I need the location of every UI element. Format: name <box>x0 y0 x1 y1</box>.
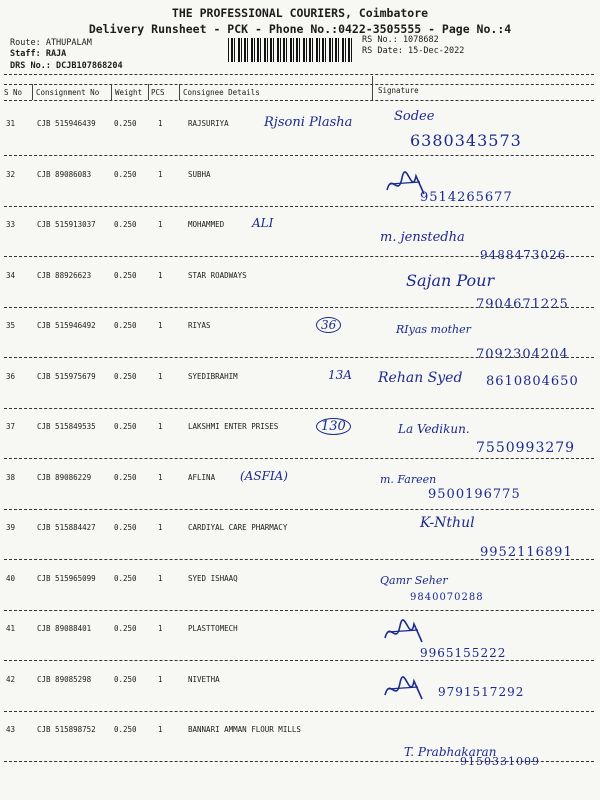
handwritten-note: 13A <box>328 367 352 382</box>
col-divider <box>32 84 33 100</box>
row-consignee: MOHAMMED <box>188 220 225 229</box>
row-rule <box>4 559 594 560</box>
row-consignee: STAR ROADWAYS <box>188 270 247 280</box>
row-sno: 41 <box>6 624 16 633</box>
row-weight: 0.250 <box>114 371 137 381</box>
row-weight: 0.250 <box>114 270 137 280</box>
table-row <box>0 368 600 420</box>
row-sno: 39 <box>6 523 16 532</box>
row-pcs: 1 <box>158 674 163 684</box>
signature-phone: 7092304204 <box>476 347 569 362</box>
row-pcs: 1 <box>158 472 163 482</box>
row-consignee: LAKSHMI ENTER PRISES <box>188 422 279 431</box>
header-rule <box>4 100 594 101</box>
signature-phone: 9791517292 <box>438 684 525 699</box>
row-consignment-no: CJB 88926623 <box>37 270 92 280</box>
row-pcs: 1 <box>158 371 163 381</box>
rs-date: RS Date: 15-Dec-2022 <box>362 46 465 56</box>
signature-phone: 7904671225 <box>476 296 569 312</box>
barcode <box>228 38 352 62</box>
row-consignment-no: CJB 89088401 <box>37 624 92 633</box>
signature-name: Qamr Seher <box>380 573 448 587</box>
row-rule <box>4 357 594 358</box>
handwritten-note: 36 <box>316 317 341 333</box>
col-divider <box>179 84 180 100</box>
col-divider <box>148 84 149 100</box>
table-row <box>0 620 600 672</box>
row-consignment-no: CJB 89086083 <box>37 169 92 179</box>
row-sno: 31 <box>6 119 16 128</box>
row-consignment-no: CJB 515849535 <box>37 422 96 431</box>
company-title: THE PROFESSIONAL COURIERS, Coimbatore <box>171 6 429 20</box>
row-weight: 0.250 <box>114 624 137 633</box>
signature-phone: 9952116891 <box>480 545 573 560</box>
row-sno: 43 <box>6 725 16 734</box>
row-pcs: 1 <box>158 321 163 330</box>
signature-name: K-Nthul <box>420 515 475 531</box>
signature-name: La Vedikun. <box>398 422 470 436</box>
row-rule <box>4 711 594 712</box>
row-consignment-no: CJB 515965099 <box>37 573 96 583</box>
row-consignee: SYEDIBRAHIM <box>188 371 238 381</box>
row-pcs: 1 <box>158 220 163 229</box>
row-sno: 35 <box>6 321 16 330</box>
row-consignment-no: CJB 515913037 <box>37 220 96 229</box>
row-consignee: AFLINA <box>188 472 216 482</box>
runsheet-subtitle: Delivery Runsheet - PCK - Phone No.:0422-3505555 - Page No.:4 <box>88 22 512 36</box>
header-rule <box>4 74 594 75</box>
signature-name: m. jenstedha <box>380 230 465 245</box>
table-row <box>0 317 600 369</box>
handwritten-note: ALI <box>252 216 274 230</box>
row-consignee: RAJSURIYA <box>188 119 229 128</box>
row-consignment-no: CJB 89085298 <box>37 674 92 684</box>
row-pcs: 1 <box>158 725 163 734</box>
signature-name: Sodee <box>394 109 435 124</box>
row-sno: 36 <box>6 371 16 381</box>
row-rule <box>4 206 594 207</box>
route-label: Route: ATHUPALAM <box>10 38 92 48</box>
signature-phone: 9488473026 <box>480 248 567 262</box>
signature-name: m. Fareen <box>380 472 437 486</box>
handwritten-note: (ASFIA) <box>240 468 288 483</box>
row-consignment-no: CJB 515946439 <box>37 119 96 128</box>
row-weight: 0.250 <box>114 523 137 532</box>
rs-number: RS No.: 1078682 <box>362 35 439 45</box>
row-consignee: SUBHA <box>188 169 211 179</box>
row-weight: 0.250 <box>114 169 137 179</box>
col-divider <box>372 76 373 100</box>
row-pcs: 1 <box>158 573 163 583</box>
row-weight: 0.250 <box>114 573 137 583</box>
signature-scribble <box>382 616 426 650</box>
table-row <box>0 267 600 319</box>
header-rule <box>4 84 594 85</box>
table-row <box>0 671 600 723</box>
signature-scribble <box>382 673 426 707</box>
signature-phone: 9514265677 <box>420 189 513 205</box>
row-sno: 34 <box>6 270 16 280</box>
row-pcs: 1 <box>158 270 163 280</box>
signature-name: RIyas mother <box>396 323 471 336</box>
col-header-sno: S No <box>4 88 23 97</box>
row-rule <box>4 610 594 611</box>
col-header-consignment: Consignment No <box>36 88 100 97</box>
table-row <box>0 166 600 218</box>
row-rule <box>4 408 594 409</box>
row-weight: 0.250 <box>114 422 137 431</box>
signature-phone: 8610804650 <box>486 373 579 389</box>
row-consignment-no: CJB 515898752 <box>37 725 96 734</box>
row-consignee: BANNARI AMMAN FLOUR MILLS <box>188 725 301 734</box>
table-row <box>0 109 600 167</box>
row-sno: 33 <box>6 220 16 229</box>
signature-phone: 7550993279 <box>476 440 576 456</box>
col-header-pcs: PCS <box>151 88 165 97</box>
row-consignee: CARDIYAL CARE PHARMACY <box>188 523 288 532</box>
row-pcs: 1 <box>158 624 163 633</box>
row-sno: 38 <box>6 472 16 482</box>
signature-phone: 9150331009 <box>460 755 540 768</box>
row-pcs: 1 <box>158 523 163 532</box>
signature-phone: 9965155222 <box>420 646 507 660</box>
row-weight: 0.250 <box>114 321 137 330</box>
table-row <box>0 515 600 571</box>
row-rule <box>4 761 594 762</box>
row-rule <box>4 256 594 257</box>
row-weight: 0.250 <box>114 725 137 734</box>
row-consignment-no: CJB 515975679 <box>37 371 96 381</box>
signature-name: T. Prabhakaran <box>404 745 497 759</box>
handwritten-note: Rjsoni Plasha <box>264 115 353 130</box>
row-consignment-no: CJB 89086229 <box>37 472 92 482</box>
signature-phone: 9500196775 <box>428 486 521 502</box>
table-row <box>0 216 600 268</box>
row-pcs: 1 <box>158 169 163 179</box>
row-sno: 32 <box>6 169 16 179</box>
drs-number: DRS No.: DCJB107868204 <box>10 61 123 71</box>
signature-phone: 9840070288 <box>410 591 484 603</box>
row-rule <box>4 307 594 308</box>
col-header-weight: Weight <box>115 88 143 97</box>
row-pcs: 1 <box>158 119 163 128</box>
row-rule <box>4 155 594 156</box>
row-rule <box>4 509 594 510</box>
row-sno: 40 <box>6 573 16 583</box>
table-row <box>0 418 600 470</box>
signature-name: Rehan Syed <box>378 369 463 386</box>
signature-name: Sajan Pour <box>406 270 495 290</box>
table-row <box>0 570 600 622</box>
row-sno: 42 <box>6 674 16 684</box>
table-row <box>0 469 600 521</box>
col-divider <box>111 84 112 100</box>
staff-label: Staff: RAJA <box>10 49 67 59</box>
row-weight: 0.250 <box>114 119 137 128</box>
row-consignment-no: CJB 515946492 <box>37 321 96 330</box>
row-weight: 0.250 <box>114 220 137 229</box>
row-consignee: NIVETHA <box>188 674 220 684</box>
signature-phone: 6380343573 <box>410 131 522 150</box>
row-consignee: SYED ISHAAQ <box>188 573 238 583</box>
row-consignment-no: CJB 515884427 <box>37 523 96 532</box>
row-consignee: RIYAS <box>188 321 211 330</box>
row-weight: 0.250 <box>114 472 137 482</box>
row-consignee: PLASTTOMECH <box>188 624 238 633</box>
col-header-signature: Signature <box>378 86 419 95</box>
col-header-consignee: Consignee Details <box>183 88 260 97</box>
row-sno: 37 <box>6 422 16 431</box>
row-pcs: 1 <box>158 422 163 431</box>
table-row <box>0 721 600 773</box>
handwritten-note: 130 <box>316 418 351 435</box>
row-rule <box>4 660 594 661</box>
row-rule <box>4 458 594 459</box>
row-weight: 0.250 <box>114 674 137 684</box>
